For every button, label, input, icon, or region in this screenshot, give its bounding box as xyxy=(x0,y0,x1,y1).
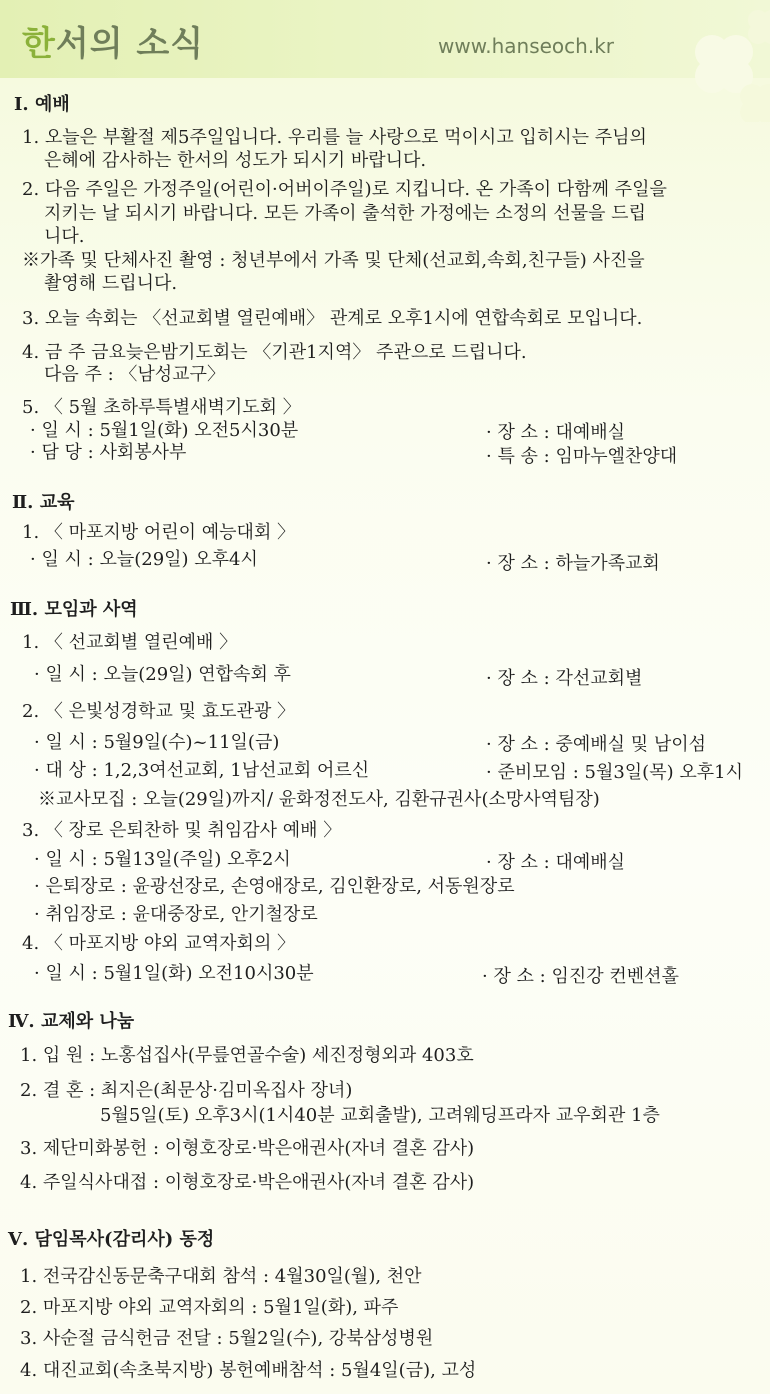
worship-item-5-charge: · 담 당 : 사회봉사부 xyxy=(30,442,187,463)
ministry-item-3-retire: · 은퇴장로 : 윤광선장로, 손영애장로, 김인환장로, 서동원장로 xyxy=(34,876,515,897)
education-item-1-place: · 장 소 : 하늘가족교회 xyxy=(486,553,660,574)
section-ministry-heading: Ⅲ. 모임과 사역 xyxy=(10,599,138,620)
pastor-item-1: 1. 전국감신동문축구대회 참석 : 4월30일(월), 천안 xyxy=(20,1266,422,1287)
worship-note-line2: 촬영해 드립니다. xyxy=(44,273,178,294)
ministry-item-1-title: 1. 〈 선교회별 열린예배 〉 xyxy=(22,632,238,653)
fellowship-item-3: 3. 제단미화봉헌 : 이형호장로·박은애권사(자녀 결혼 감사) xyxy=(20,1138,475,1159)
ministry-item-4-title: 4. 〈 마포지방 야외 교역자회의 〉 xyxy=(22,933,296,954)
fellowship-item-4: 4. 주일식사대접 : 이형호장로·박은애권사(자녀 결혼 감사) xyxy=(20,1172,475,1193)
worship-item-1-line1: 1. 오늘은 부활절 제5주일입니다. 우리를 늘 사랑으로 먹이시고 입히시는 주님의 xyxy=(22,127,647,148)
worship-item-4-line1: 4. 금 주 금요늦은밤기도회는 〈기관1지역〉 주관으로 드립니다. xyxy=(22,342,527,363)
ministry-item-4-place: · 장 소 : 임진강 컨벤션홀 xyxy=(482,966,679,987)
ministry-item-2-place: · 장 소 : 중예배실 및 남이섬 xyxy=(486,734,706,755)
ministry-item-3-place: · 장 소 : 대예배실 xyxy=(486,852,626,873)
worship-item-5-place: · 장 소 : 대예배실 xyxy=(486,422,626,443)
ministry-item-1-place: · 장 소 : 각선교회별 xyxy=(486,668,643,689)
worship-item-5-date: · 일 시 : 5월1일(화) 오전5시30분 xyxy=(30,420,299,441)
title-first-syllable: 한 xyxy=(22,24,56,64)
ministry-item-3-new: · 취임장로 : 윤대중장로, 안기철장로 xyxy=(34,904,318,925)
section-worship-heading: Ⅰ. 예배 xyxy=(14,94,70,115)
title-rest: 서의 소식 xyxy=(55,24,205,64)
ministry-item-2-prep: · 준비모임 : 5월3일(목) 오후1시 xyxy=(486,762,743,783)
pastor-item-4: 4. 대진교회(속초북지방) 봉헌예배참석 : 5월4일(금), 고성 xyxy=(20,1360,477,1381)
worship-item-2-line1: 2. 다음 주일은 가정주일(어린이·어버이주일)로 지킵니다. 온 가족이 다함께 주일을 xyxy=(22,179,667,200)
newsletter-title xyxy=(22,16,204,65)
ministry-item-2-title: 2. 〈 은빛성경학교 및 효도관광 〉 xyxy=(22,701,296,722)
worship-item-5-title: 5. 〈 5월 초하루특별새벽기도회 〉 xyxy=(22,397,301,418)
pastor-item-2: 2. 마포지방 야외 교역자회의 : 5월1일(화), 파주 xyxy=(20,1297,399,1318)
worship-note-line1: ※가족 및 단체사진 촬영 : 청년부에서 가족 및 단체(선교회,속회,친구들) 사진을 xyxy=(22,250,645,271)
worship-item-5-song: · 특 송 : 임마누엘찬양대 xyxy=(486,446,678,467)
worship-item-3: 3. 오늘 속회는 〈선교회별 열린예배〉 관계로 오후1시에 연합속회로 모입니다. xyxy=(22,308,643,329)
education-item-1-date: · 일 시 : 오늘(29일) 오후4시 xyxy=(30,549,258,570)
worship-item-2-line2: 지키는 날 되시기 바랍니다. 모든 가족이 출석한 가정에는 소정의 선물을 드립 xyxy=(44,203,646,224)
ministry-item-1-date: · 일 시 : 오늘(29일) 연합속회 후 xyxy=(34,664,291,685)
fellowship-item-2-line2: 5월5일(토) 오후3시(1시40분 교회출발), 고려웨딩프라자 교우회관 1층 xyxy=(100,1105,660,1126)
education-item-1-title: 1. 〈 마포지방 어린이 예능대회 〉 xyxy=(22,522,296,543)
ministry-item-2-date: · 일 시 : 5월9일(수)~11일(금) xyxy=(34,732,280,753)
pastor-item-3: 3. 사순절 금식헌금 전달 : 5월2일(수), 강북삼성병원 xyxy=(20,1328,434,1349)
worship-item-4-line2: 다음 주 : 〈남성교구〉 xyxy=(44,364,225,385)
section-pastor-heading: Ⅴ. 담임목사(감리사) 동정 xyxy=(8,1229,215,1250)
ministry-item-3-title: 3. 〈 장로 은퇴찬하 및 취임감사 예배 〉 xyxy=(22,820,342,841)
fellowship-item-2-line1: 2. 결 혼 : 최지은(최문상·김미옥집사 장녀) xyxy=(20,1080,353,1101)
worship-item-1-line2: 은혜에 감사하는 한서의 성도가 되시기 바랍니다. xyxy=(44,150,427,171)
section-fellowship-heading: Ⅳ. 교제와 나눔 xyxy=(8,1011,135,1032)
ministry-item-2-note: ※교사모집 : 오늘(29일)까지/ 윤화정전도사, 김환규권사(소망사역팀장) xyxy=(38,789,600,810)
fellowship-item-1: 1. 입 원 : 노홍섭집사(무릎연골수술) 세진정형외과 403호 xyxy=(20,1045,474,1066)
ministry-item-3-date: · 일 시 : 5월13일(주일) 오후2시 xyxy=(34,849,291,870)
ministry-item-4-date: · 일 시 : 5월1일(화) 오전10시30분 xyxy=(34,963,314,984)
section-education-heading: Ⅱ. 교육 xyxy=(12,492,75,513)
ministry-item-2-target: · 대 상 : 1,2,3여선교회, 1남선교회 어르신 xyxy=(34,760,370,781)
worship-item-2-line3: 니다. xyxy=(44,226,85,247)
website-url[interactable]: www.hanseoch.kr xyxy=(438,34,614,58)
clover-decoration-icon xyxy=(640,4,770,122)
